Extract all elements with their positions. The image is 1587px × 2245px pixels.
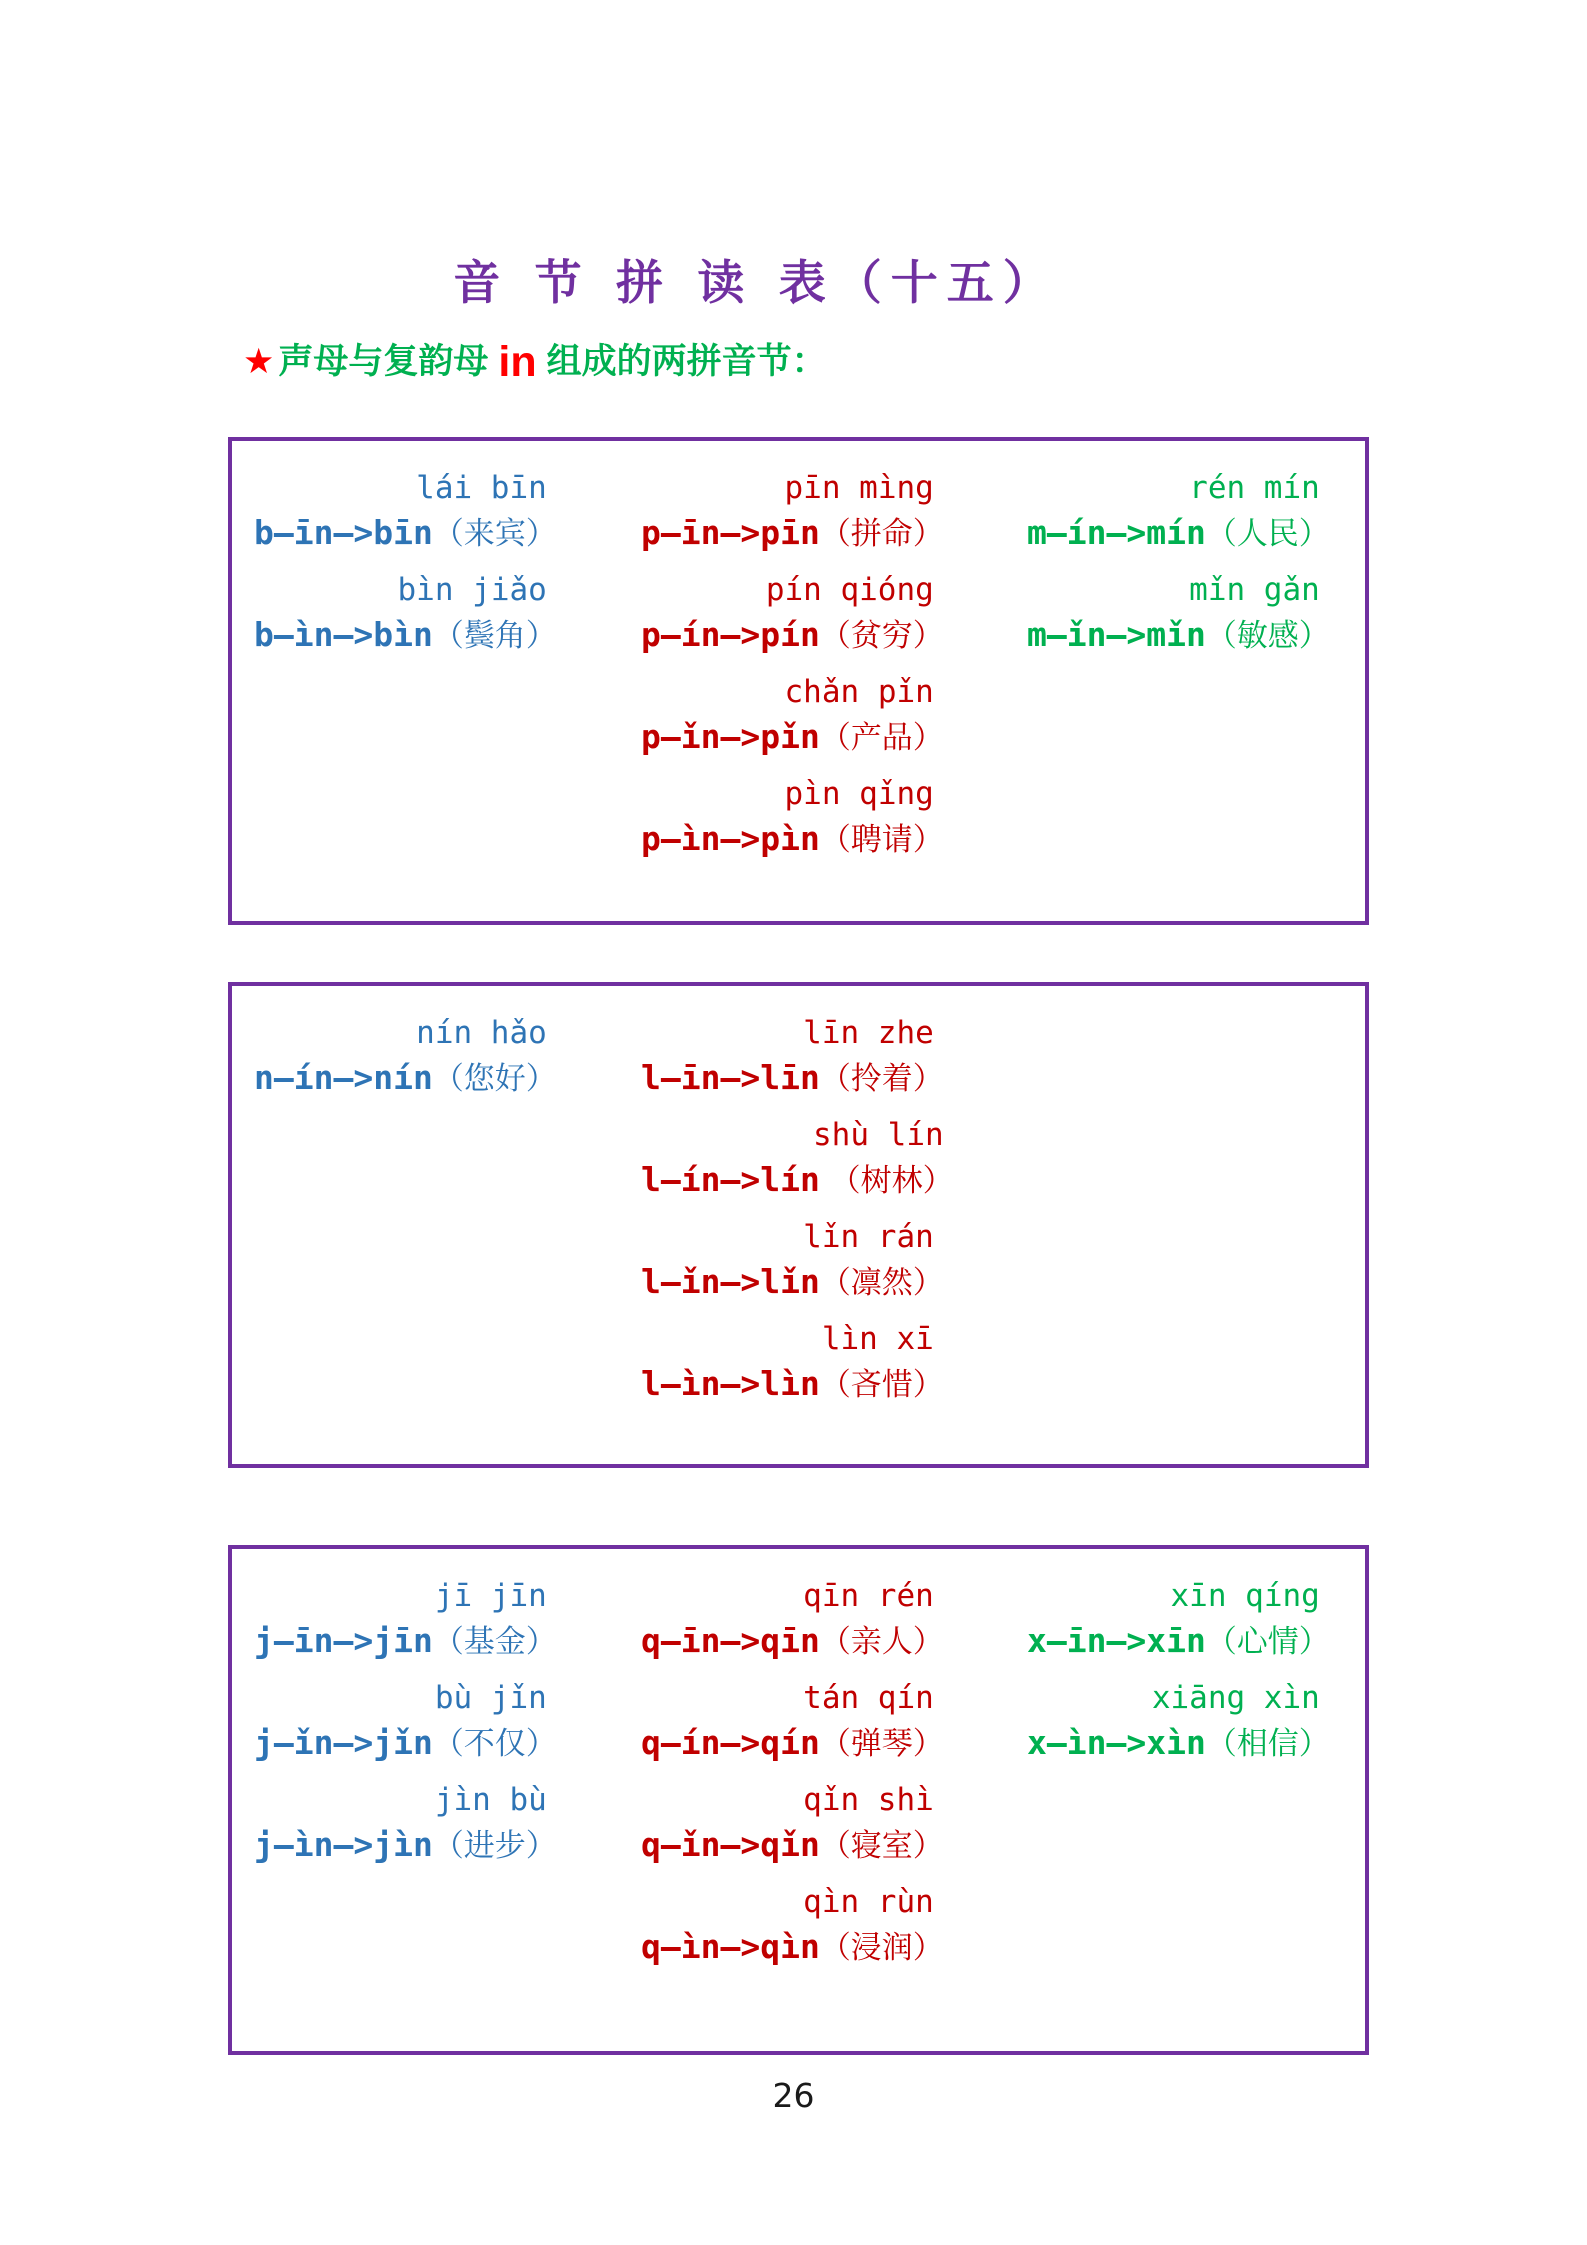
syllable-entry [254, 467, 557, 558]
syllable-entry [641, 1012, 944, 1103]
page-title: 音 节 拼 读 表（十五） [453, 256, 1059, 311]
pinyin-word-label: bìn jiǎo [397, 572, 547, 608]
pinyin-word-label: līn zhe [803, 1015, 934, 1051]
box-1-column-2 [619, 441, 1011, 875]
syllable-entry [641, 773, 944, 864]
box-2-column-2 [619, 986, 1011, 1420]
spelling-formula [641, 1258, 944, 1307]
syllable-box-3 [228, 1545, 1369, 2055]
pinyin-word-label: chǎn pǐn [784, 674, 934, 710]
formula-chinese-word: （亲人） [819, 1624, 944, 1660]
formula-chinese-word: （拼命） [819, 516, 944, 552]
formula-pinyin: q—ǐn—>qǐn [641, 1825, 820, 1864]
formula-pinyin: l—ín—>lín [641, 1160, 820, 1199]
pinyin-word-label: lìn xī [821, 1321, 934, 1357]
header-text-after: 组成的两拼音节： [546, 342, 827, 382]
spelling-formula [254, 1821, 557, 1870]
formula-pinyin: q—ìn—>qìn [641, 1927, 820, 1966]
pinyin-word-label: tán qín [803, 1680, 934, 1716]
box-1-column-3 [1011, 441, 1365, 671]
spelling-formula [1027, 1719, 1330, 1768]
formula-chinese-word: （聘请） [819, 822, 944, 858]
spelling-formula [641, 611, 944, 660]
spelling-formula [641, 1360, 944, 1409]
header-highlight-in: in [498, 338, 537, 386]
syllable-entry [641, 671, 944, 762]
syllable-entry [1027, 1575, 1330, 1666]
syllable-entry [254, 1779, 557, 1870]
formula-pinyin: p—ǐn—>pǐn [641, 717, 820, 756]
pinyin-word-label: mǐn gǎn [1189, 572, 1320, 608]
pinyin-word-label: pín qióng [765, 572, 934, 608]
spelling-formula [641, 1054, 944, 1103]
formula-pinyin: m—ǐn—>mǐn [1027, 615, 1206, 654]
formula-chinese-word: （凛然） [819, 1265, 944, 1301]
formula-chinese-word: （产品） [819, 720, 944, 756]
pinyin-word-label: bù jǐn [434, 1680, 547, 1716]
formula-pinyin: m—ín—>mín [1027, 513, 1206, 552]
syllable-entry [641, 1575, 944, 1666]
formula-chinese-word: （敏感） [1205, 618, 1330, 654]
syllable-entry [1027, 467, 1330, 558]
formula-chinese-word: （鬓角） [432, 618, 557, 654]
spelling-formula [641, 1923, 944, 1972]
formula-pinyin: b—īn—>bīn [254, 513, 433, 552]
pinyin-word-label: pìn qǐng [784, 776, 934, 812]
syllable-entry [254, 1575, 557, 1666]
formula-chinese-word: （贫穷） [819, 618, 944, 654]
spelling-formula [641, 1719, 944, 1768]
pinyin-word-label: qǐn shì [803, 1782, 934, 1818]
formula-pinyin: p—īn—>pīn [641, 513, 820, 552]
pinyin-word-label: jī jīn [434, 1578, 547, 1614]
formula-chinese-word: （基金） [432, 1624, 557, 1660]
section-header [243, 334, 827, 387]
formula-pinyin: j—ǐn—>jǐn [254, 1723, 433, 1762]
spelling-formula [641, 1617, 944, 1666]
formula-chinese-word: （浸润） [819, 1930, 944, 1966]
syllable-entry [641, 569, 944, 660]
formula-pinyin: p—ín—>pín [641, 615, 820, 654]
syllable-entry [641, 1114, 954, 1205]
formula-pinyin: q—īn—>qīn [641, 1621, 820, 1660]
syllable-entry [641, 467, 944, 558]
formula-chinese-word: （吝惜） [819, 1367, 944, 1403]
syllable-entry [254, 1012, 557, 1103]
formula-pinyin: l—ǐn—>lǐn [641, 1262, 820, 1301]
formula-chinese-word: （您好） [432, 1061, 557, 1097]
formula-pinyin: x—ìn—>xìn [1027, 1723, 1206, 1762]
pinyin-word-label: lǐn rán [803, 1219, 934, 1255]
syllable-entry [641, 1881, 944, 1972]
formula-pinyin: n—ín—>nín [254, 1058, 433, 1097]
formula-pinyin: p—ìn—>pìn [641, 819, 820, 858]
formula-chinese-word: （人民） [1205, 516, 1330, 552]
header-text-before: 声母与复韵母 [278, 342, 489, 382]
syllable-entry [641, 1677, 944, 1768]
page-number: 26 [772, 2076, 815, 2115]
syllable-entry [641, 1318, 944, 1409]
spelling-formula [254, 611, 557, 660]
formula-chinese-word: （来宾） [432, 516, 557, 552]
pinyin-word-label: pīn mìng [784, 470, 934, 506]
formula-pinyin: q—ín—>qín [641, 1723, 820, 1762]
formula-chinese-word: （树林） [819, 1163, 954, 1199]
formula-pinyin: j—īn—>jīn [254, 1621, 433, 1660]
formula-pinyin: x—īn—>xīn [1027, 1621, 1206, 1660]
formula-chinese-word: （相信） [1205, 1726, 1330, 1762]
spelling-formula [1027, 509, 1330, 558]
formula-pinyin: j—ìn—>jìn [254, 1825, 433, 1864]
spelling-formula [254, 509, 557, 558]
pinyin-word-label: qìn rùn [803, 1884, 934, 1920]
spelling-formula [641, 1156, 954, 1205]
spelling-formula [641, 509, 944, 558]
formula-chinese-word: （不仅） [432, 1726, 557, 1762]
formula-chinese-word: （进步） [432, 1828, 557, 1864]
spelling-formula [1027, 611, 1330, 660]
box-1-column-1 [232, 441, 619, 671]
box-3-column-2 [619, 1549, 1011, 1983]
pinyin-word-label: qīn rén [803, 1578, 934, 1614]
formula-chinese-word: （弹琴） [819, 1726, 944, 1762]
box-3-column-3 [1011, 1549, 1365, 1779]
syllable-entry [641, 1216, 944, 1307]
pinyin-word-label: shù lín [813, 1117, 944, 1153]
formula-pinyin: l—ìn—>lìn [641, 1364, 820, 1403]
pinyin-word-label: xīn qíng [1170, 1578, 1320, 1614]
pinyin-word-label: nín hǎo [416, 1015, 547, 1051]
formula-chinese-word: （寝室） [819, 1828, 944, 1864]
pinyin-word-label: rén mín [1189, 470, 1320, 506]
formula-pinyin: b—ìn—>bìn [254, 615, 433, 654]
box-2-column-3 [1011, 986, 1365, 1012]
pinyin-word-label: jìn bù [434, 1782, 547, 1818]
pinyin-word-label: lái bīn [416, 470, 547, 506]
formula-chinese-word: （心情） [1205, 1624, 1330, 1660]
syllable-box-1 [228, 437, 1369, 925]
syllable-entry [641, 1779, 944, 1870]
formula-chinese-word: （拎着） [819, 1061, 944, 1097]
formula-pinyin: l—īn—>līn [641, 1058, 820, 1097]
box-3-column-1 [232, 1549, 619, 1881]
syllable-entry [254, 569, 557, 660]
spelling-formula [1027, 1617, 1330, 1666]
star-icon: ★ [243, 342, 275, 382]
syllable-entry [254, 1677, 557, 1768]
box-2-column-1 [232, 986, 619, 1114]
spelling-formula [254, 1617, 557, 1666]
spelling-formula [254, 1054, 557, 1103]
syllable-entry [1027, 569, 1330, 660]
pinyin-word-label: xiāng xìn [1151, 1680, 1320, 1716]
spelling-formula [641, 1821, 944, 1870]
syllable-entry [1027, 1677, 1330, 1768]
spelling-formula [254, 1719, 557, 1768]
syllable-box-2 [228, 982, 1369, 1468]
spelling-formula [641, 815, 944, 864]
spelling-formula [641, 713, 944, 762]
